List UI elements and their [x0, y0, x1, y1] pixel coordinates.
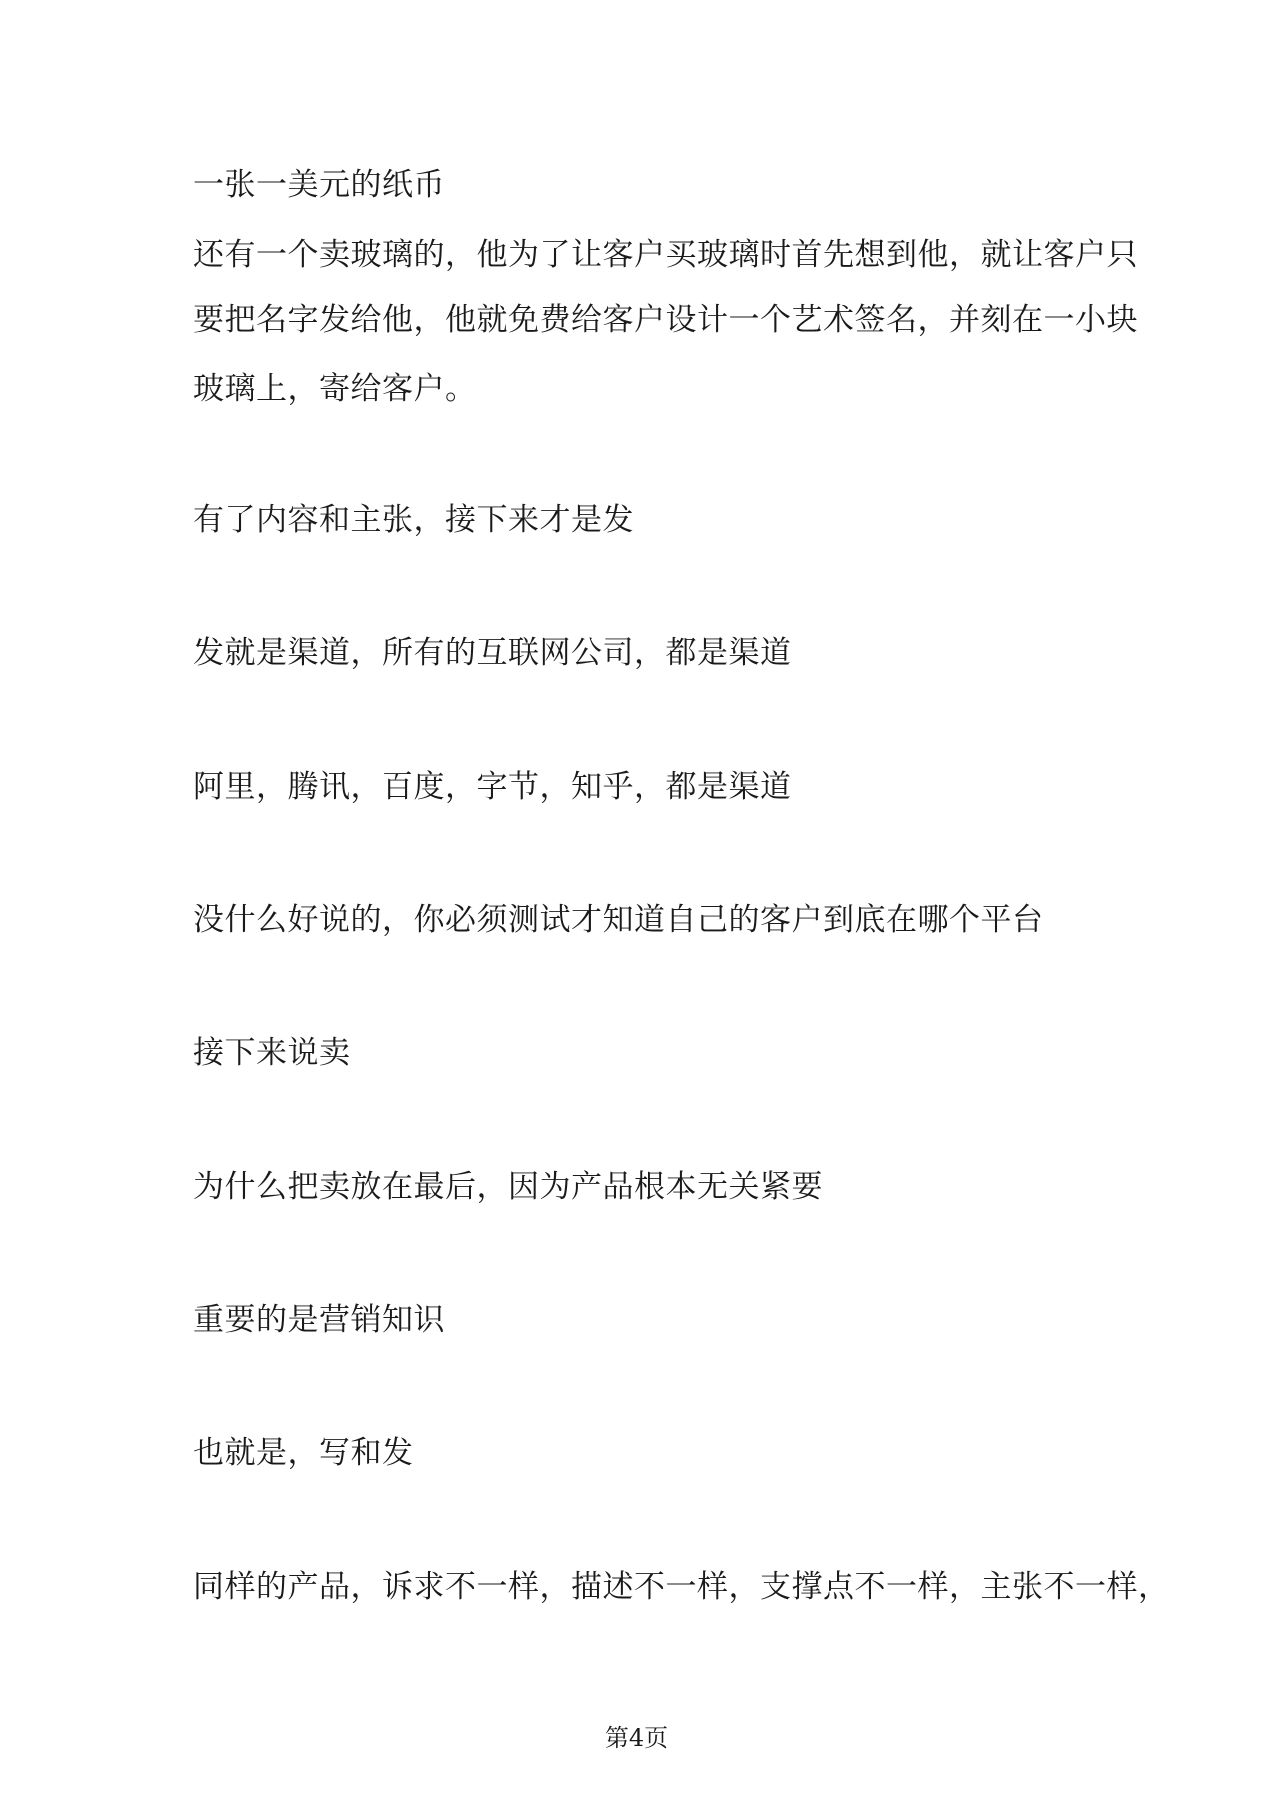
text-line: 一张一美元的纸币 — [193, 167, 445, 203]
page-number: 第4页 — [604, 1724, 669, 1752]
text-line: 还有一个卖玻璃的，他为了让客户买玻璃时首先想到他，就让客户只 — [193, 237, 1138, 273]
text-line: 发就是渠道，所有的互联网公司，都是渠道 — [193, 635, 792, 671]
text-line: 玻璃上，寄给客户。 — [193, 371, 477, 407]
text-line: 接下来说卖 — [193, 1035, 351, 1071]
text-line: 同样的产品，诉求不一样，描述不一样，支撑点不一样，主张不一样， — [193, 1569, 1170, 1605]
text-line: 也就是，写和发 — [193, 1435, 414, 1471]
text-line: 重要的是营销知识 — [193, 1302, 445, 1338]
text-line: 没什么好说的，你必须测试才知道自己的客户到底在哪个平台 — [193, 902, 1044, 938]
text-line: 要把名字发给他，他就免费给客户设计一个艺术签名，并刻在一小块 — [193, 302, 1138, 338]
text-line: 有了内容和主张，接下来才是发 — [193, 502, 634, 538]
text-line: 为什么把卖放在最后，因为产品根本无关紧要 — [193, 1169, 823, 1205]
text-line: 阿里，腾讯，百度，字节，知乎，都是渠道 — [193, 769, 792, 805]
